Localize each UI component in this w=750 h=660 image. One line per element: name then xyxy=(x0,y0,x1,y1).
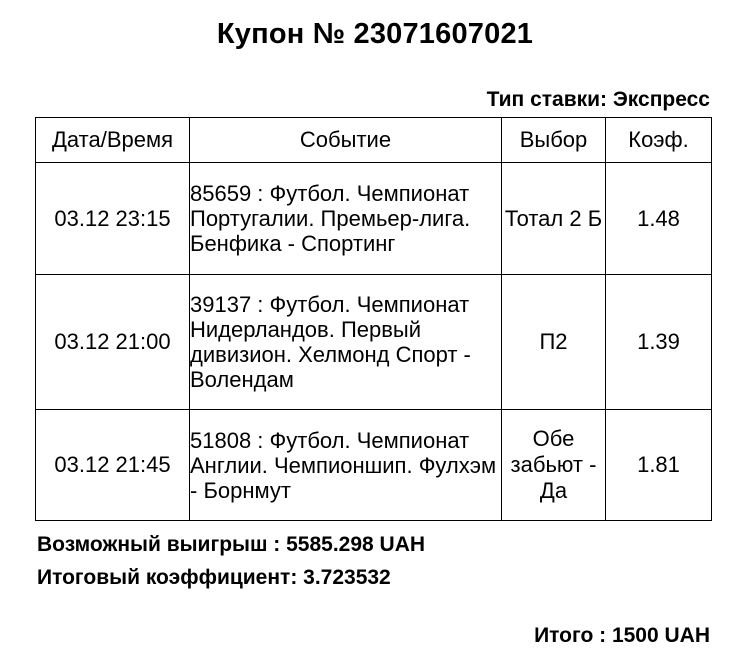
row-datetime: 03.12 21:00 xyxy=(36,275,190,410)
row-datetime: 03.12 21:45 xyxy=(36,410,190,521)
row-event: 39137 : Футбол. Чемпионат Нидерландов. Первый дивизион. Хелмонд Спорт - Волендам xyxy=(190,275,502,410)
table-row xyxy=(36,163,712,275)
bet-type-label: Тип ставки: Экспресс xyxy=(486,88,710,111)
row-odds: 1.48 xyxy=(606,163,712,275)
total-amount: Итого : 1500 UAH xyxy=(534,624,710,647)
row-event: 51808 : Футбол. Чемпионат Англии. Чемпионшип. Фулхэм - Борнмут xyxy=(190,410,502,521)
table-header-row xyxy=(36,118,712,163)
header-odds: Коэф. xyxy=(606,118,712,163)
coupon-title: Купон № 23071607021 xyxy=(216,18,534,50)
row-selection: П2 xyxy=(502,275,606,410)
total-coefficient: Итоговый коэффициент: 3.723532 xyxy=(37,566,391,589)
coupon-table xyxy=(35,117,712,521)
row-datetime: 03.12 23:15 xyxy=(36,163,190,275)
header-selection: Выбор xyxy=(502,118,606,163)
row-selection: Тотал 2 Б xyxy=(502,163,606,275)
row-event: 85659 : Футбол. Чемпионат Португалии. Премьер-лига. Бенфика - Спортинг xyxy=(190,163,502,275)
header-event: Событие xyxy=(190,118,502,163)
row-odds: 1.81 xyxy=(606,410,712,521)
row-selection: Обе забьют - Да xyxy=(502,410,606,521)
possible-win: Возможный выигрыш : 5585.298 UAH xyxy=(37,533,426,556)
table-row xyxy=(36,410,712,521)
header-datetime: Дата/Время xyxy=(36,118,190,163)
table-row xyxy=(36,275,712,410)
row-odds: 1.39 xyxy=(606,275,712,410)
